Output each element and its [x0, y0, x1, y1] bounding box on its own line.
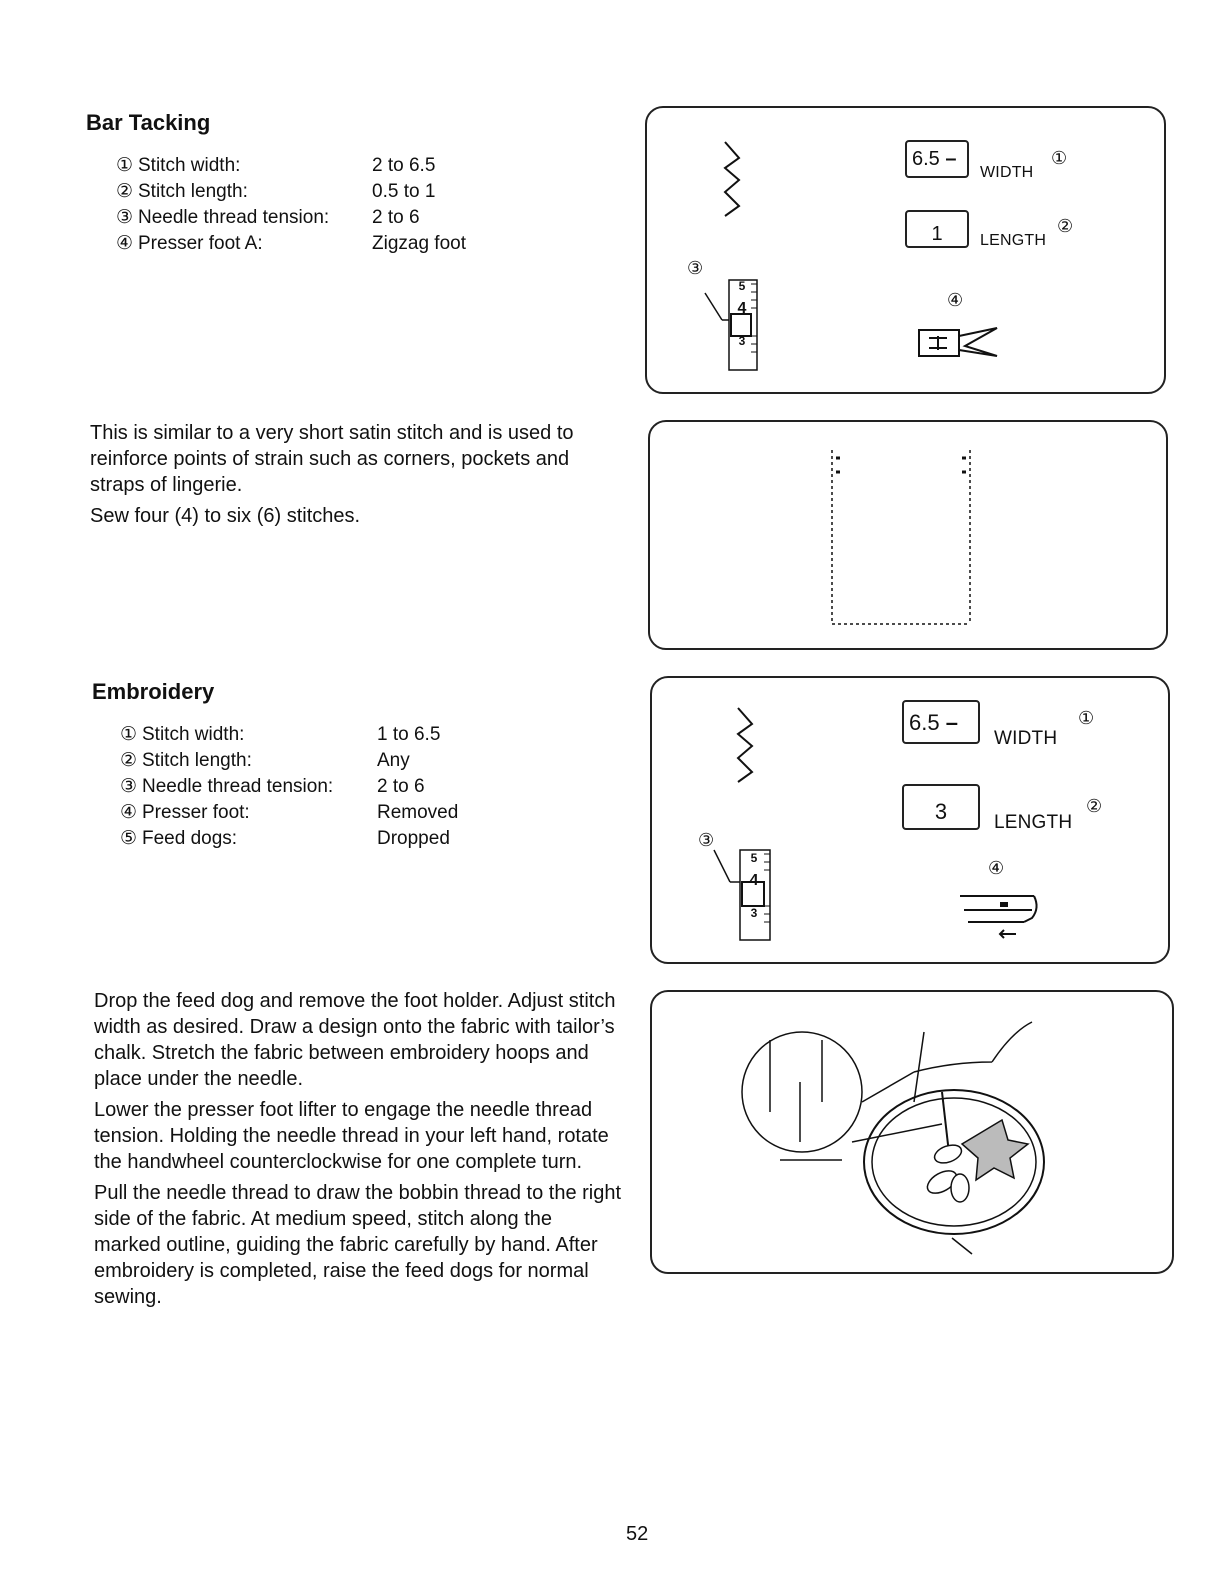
spec-row	[120, 826, 458, 852]
zigzag-stitch-icon	[738, 708, 752, 782]
fabric-corner-illustration	[650, 422, 1166, 648]
bar-tacking-description	[90, 420, 620, 534]
length-dial	[905, 210, 969, 248]
spec-row	[116, 179, 466, 205]
width-dial	[902, 700, 980, 744]
spec-value: 2 to 6.5	[372, 155, 436, 176]
width-callout: ①	[1078, 708, 1095, 728]
embroidery-specs	[120, 722, 458, 852]
spec-num: ①	[116, 155, 134, 176]
length-callout: ②	[1086, 796, 1103, 816]
spec-num: ③	[116, 207, 134, 228]
spec-row	[116, 153, 466, 179]
spec-num: ④	[116, 233, 134, 254]
spec-num: ⑤	[120, 828, 138, 849]
presser-foot-callout: ④	[988, 858, 1005, 878]
length-label: LENGTH	[994, 812, 1073, 833]
spec-value: 2 to 6	[377, 776, 425, 797]
spec-row	[120, 774, 458, 800]
embroidered-flower-icon	[962, 1120, 1028, 1180]
spec-label: Stitch length:	[142, 750, 252, 771]
embroidery-hoop-illustration	[652, 992, 1172, 1272]
spec-label: Presser foot A:	[138, 233, 263, 254]
spec-label: Needle thread tension:	[142, 776, 334, 797]
spec-value: Dropped	[377, 828, 450, 849]
spec-value: 2 to 6	[372, 207, 420, 228]
tension-mark: 4	[737, 300, 747, 317]
embroidery-hoop-outer	[864, 1090, 1044, 1234]
spec-row	[120, 722, 458, 748]
spec-label: Stitch width:	[138, 155, 241, 176]
page-number: 52	[626, 1523, 649, 1545]
length-label: LENGTH	[980, 232, 1047, 249]
tension-pointer-line	[714, 850, 730, 882]
tension-mark: 4	[749, 872, 759, 889]
tension-mark: 5	[738, 279, 746, 293]
spec-value: Any	[377, 750, 410, 771]
spec-label: Feed dogs:	[142, 828, 238, 849]
paragraph: Pull the needle thread to draw the bobbin thread to the right side of the fabric. At medium speed, stitch along the marked outline, guiding the fabric carefully by hand. After embroidery is completed, raise the feed dogs for normal sewing.	[94, 1182, 622, 1308]
width-indicator-icon: –	[945, 710, 958, 735]
bar-tacking-settings-diagram	[645, 106, 1166, 394]
length-value: 1	[931, 223, 943, 245]
width-callout: ①	[1051, 148, 1068, 168]
embroidery-description	[94, 988, 624, 1315]
spec-label: Presser foot:	[142, 802, 250, 823]
embroidery-settings-diagram	[650, 676, 1170, 964]
tension-marks	[743, 852, 765, 919]
bar-tacking-specs	[116, 153, 466, 257]
zigzag-stitch-icon	[725, 142, 739, 216]
paragraph: Drop the feed dog and remove the foot holder. Adjust stitch width as desired. Draw a design onto the fabric with tailor’s chalk. Stretch the fabric between embroidery hoops and place under the needle.	[94, 990, 616, 1090]
spec-value: 1 to 6.5	[377, 724, 441, 745]
bar-tacking-stitch-diagram	[648, 420, 1168, 650]
spec-value: Removed	[377, 802, 459, 823]
paragraph: Sew four (4) to six (6) stitches.	[90, 505, 361, 527]
embroidery-title: Embroidery	[92, 679, 215, 704]
width-indicator-icon: –	[945, 148, 957, 170]
length-callout: ②	[1057, 216, 1074, 236]
width-dial	[905, 140, 969, 178]
bar-tacking-title: Bar Tacking	[86, 110, 211, 135]
presser-foot-removed-icon	[960, 896, 1037, 938]
length-dial	[902, 784, 980, 830]
needle-area-magnifier	[742, 1032, 862, 1152]
length-value: 3	[934, 799, 948, 824]
spec-num: ③	[120, 776, 138, 797]
spec-num: ②	[120, 750, 138, 771]
leaf-icon	[932, 1142, 964, 1167]
spec-num: ①	[120, 724, 138, 745]
spec-value: Zigzag foot	[372, 233, 466, 254]
spec-num: ②	[116, 181, 134, 202]
tension-callout: ③	[687, 258, 704, 278]
spec-label: Stitch length:	[138, 181, 248, 202]
spec-row	[116, 205, 466, 231]
width-value: 6.5	[909, 710, 940, 735]
tension-mark: 3	[750, 906, 758, 920]
presser-foot-callout: ④	[947, 290, 964, 310]
presser-foot-zigzag-icon	[919, 328, 997, 356]
spec-row	[116, 231, 466, 257]
spec-label: Stitch width:	[142, 724, 245, 745]
width-label: WIDTH	[980, 164, 1034, 181]
paragraph: This is similar to a very short satin stitch and is used to reinforce points of strain such as corners, pockets and straps of lingerie.	[90, 422, 574, 496]
tension-mark: 5	[750, 851, 758, 865]
spec-row	[120, 748, 458, 774]
width-value: 6.5	[912, 148, 940, 170]
tension-pointer-line	[705, 293, 722, 320]
spec-row	[120, 800, 458, 826]
spec-num: ④	[120, 802, 138, 823]
width-label: WIDTH	[994, 728, 1058, 749]
leaf-icon	[951, 1174, 969, 1202]
embroidery-hoop-diagram	[650, 990, 1174, 1274]
machine-arm	[914, 1022, 1032, 1102]
tension-callout: ③	[698, 830, 715, 850]
paragraph: Lower the presser foot lifter to engage the needle thread tension. Holding the needle thread in your left hand, rotate the handwheel counterclockwise for one complete turn.	[94, 1099, 609, 1173]
spec-value: 0.5 to 1	[372, 181, 436, 202]
tension-mark: 3	[738, 334, 746, 348]
tension-marks	[731, 280, 753, 347]
spec-label: Needle thread tension:	[138, 207, 330, 228]
